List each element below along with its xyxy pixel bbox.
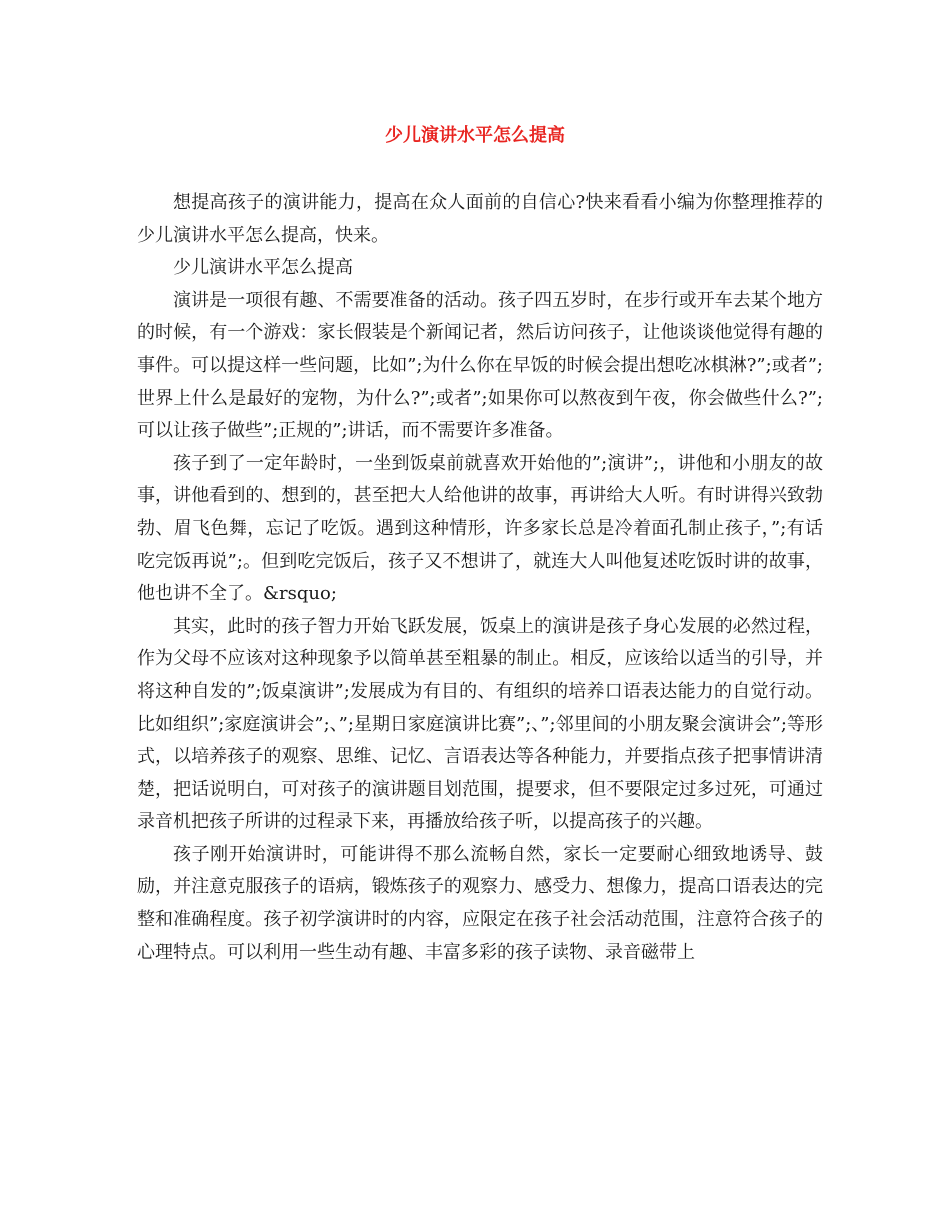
document-title: 少儿演讲水平怎么提高	[385, 125, 565, 146]
paragraph: 其实，此时的孩子智力开始飞跃发展，饭桌上的演讲是孩子身心发展的必然过程，作为父母不应该对这种现象予以简单甚至粗暴的制止。相反，应该给以适当的引导，并将这种自发的”;饭桌演讲”;发展成为有目的、有组织的培养口语表达能力的自觉行动。比如组织”;家庭演讲会”;、”;星期日家庭演讲比赛”;、”;邻里间的小朋友聚会演讲会”;等形式，以培养孩子的观察、思维、记忆、言语表达等各种能力，并要指点孩子把事情讲清楚，把话说明白，可对孩子的演讲题目划范围，提要求，但不要限定过多过死，可通过录音机把孩子所讲的过程录下来，再播放给孩子听，以提高孩子的兴趣。	[137, 615, 823, 833]
paragraph-intro: 想提高孩子的演讲能力，提高在众人面前的自信心?快来看看小编为你整理推荐的少儿演讲水平怎么提高，快来。	[137, 192, 823, 246]
paragraph: 孩子刚开始演讲时，可能讲得不那么流畅自然，家长一定要耐心细致地诱导、鼓励，并注意克服孩子的语病，锻炼孩子的观察力、感受力、想像力，提高口语表达的完整和准确程度。孩子初学演讲时的内容，应限定在孩子社会活动范围，注意符合孩子的心理特点。可以利用一些生动有趣、丰富多彩的孩子读物、录音磁带上	[137, 843, 823, 963]
paragraph: 演讲是一项很有趣、不需要准备的活动。孩子四五岁时，在步行或开车去某个地方的时候，有一个游戏：家长假装是个新闻记者，然后访问孩子，让他谈谈他觉得有趣的事件。可以提这样一些问题，比如”;为什么你在早饭的时候会提出想吃冰棋淋?”;或者”;世界上什么是最好的宠物，为什么?”;或者”;如果你可以熬夜到午夜，你会做些什么?”;可以让孩子做些”;正规的”;讲话，而不需要许多准备。	[137, 289, 823, 442]
paragraph: 孩子到了一定年龄时，一坐到饭桌前就喜欢开始他的”;演讲”;，讲他和小朋友的故事，讲他看到的、想到的，甚至把大人给他讲的故事，再讲给大人听。有时讲得兴致勃勃、眉飞色舞，忘记了吃饭。遇到这种情形，许多家长总是冷着面孔制止孩子，”;有话吃完饭再说”;。但到吃完饭后，孩子又不想讲了，就连大人叫他复述吃饭时讲的故事，他也讲不全了。&rsquo;	[137, 452, 823, 605]
paragraph-subheading: 少儿演讲水平怎么提高	[173, 257, 353, 279]
document-body	[137, 187, 823, 969]
